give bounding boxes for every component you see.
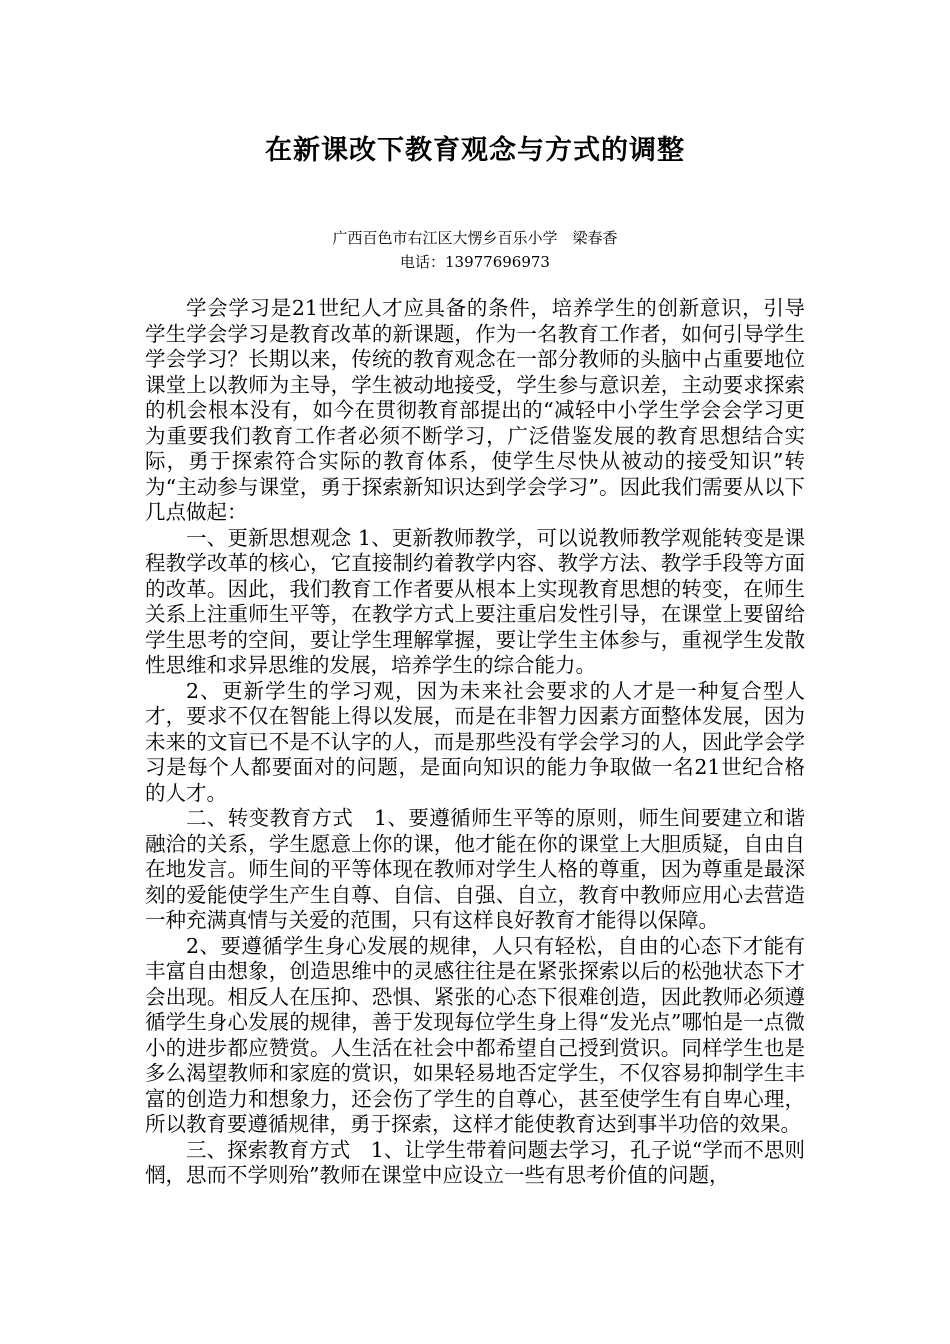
paragraph-intro: 学会学习是21世纪人才应具备的条件，培养学生的创新意识，引导学生学会学习是教育改革的新课题，作为一名教育工作者，如何引导学生学会学习？长期以来，传统的教育观念在一部分教师的头脑中占重要地位课堂上以教师为主导，学生被动地接受，学生参与意识差，主动要求探索的机会根本没有，如今在贯彻教育部提出的“减轻中小学生学会会学习更为重要我们教育工作者必须不断学习，广泛借鉴发展的教育思想结合实际，勇于探索符合实际的教育体系，使学生尽快从被动的接受知识”转为“主动参与课堂，勇于探索新知识达到学会学习”。因此我们需要从以下几点做起： bbox=[145, 296, 805, 524]
document-title: 在新课改下教育观念与方式的调整 bbox=[265, 135, 685, 166]
author-affiliation: 广西百色市右江区大愣乡百乐小学 梁春香 bbox=[332, 229, 618, 247]
paragraph-section-1-item-2: 2、更新学生的学习观，因为未来社会要求的人才是一种复合型人才，要求不仅在智能上得以发展，而是在非智力因素方面整体发展，因为未来的文盲已不是不认字的人，而是那些没有学会学习的人，因此学会学习是每个人都要面对的问题，是面向知识的能力争取做一名21世纪合格的人才。 bbox=[145, 678, 805, 805]
paragraph-section-3-item-1: 三、探索教育方式 1、让学生带着问题去学习，孔子说“学而不思则惘，思而不学则殆”教师在课堂中应设立一些有思考价值的问题， bbox=[145, 1137, 805, 1187]
paragraph-section-2-item-1: 二、转变教育方式 1、要遵循师生平等的原则，师生间要建立和谐融洽的关系，学生愿意上你的课，他才能在你的课堂上大胆质疑，自由自在地发言。师生间的平等体现在教师对学生人格的尊重，因为尊重是最深刻的爱能使学生产生自尊、自信、自强、自立，教育中教师应用心去营造一种充满真情与关爱的范围，只有这样良好教育才能得以保障。 bbox=[145, 806, 805, 932]
paragraph-section-2-item-2: 2、要遵循学生身心发展的规律，人只有轻松，自由的心态下才能有丰富自由想象，创造思维中的灵感往往是在紧张探索以后的松弛状态下才会出现。相反人在压抑、恐惧、紧张的心态下很难创造，因此教师必须遵循学生身心发展的规律，善于发现每位学生身上得“发光点”哪怕是一点微小的进步都应赞赏。人生活在社会中都希望自己授到赏识。同样学生也是多么渴望教师和家庭的赏识，如果轻易地否定学生，不仅容易抑制学生丰富的创造力和想象力，还会伤了学生的自尊心，甚至使学生有自卑心理，所以教育要遵循规律，勇于探索，这样才能使教育达到事半功倍的效果。 bbox=[145, 933, 805, 1136]
paragraph-section-1-item-1: 一、更新思想观念 1、更新教师教学，可以说教师教学观能转变是课程教学改革的核心，它直接制约着教学内容、教学方法、教学手段等方面的改革。因此，我们教育工作者要从根本上实现教育思想的转变，在师生关系上注重师生平等，在教学方式上要注重启发性引导，在课堂上要留给学生思考的空间，要让学生理解掌握，要让学生主体参与，重视学生发散性思维和求异思维的发展，培养学生的综合能力。 bbox=[145, 525, 805, 677]
author-phone: 电话：13977696973 bbox=[400, 253, 550, 271]
document-body bbox=[145, 296, 805, 1189]
